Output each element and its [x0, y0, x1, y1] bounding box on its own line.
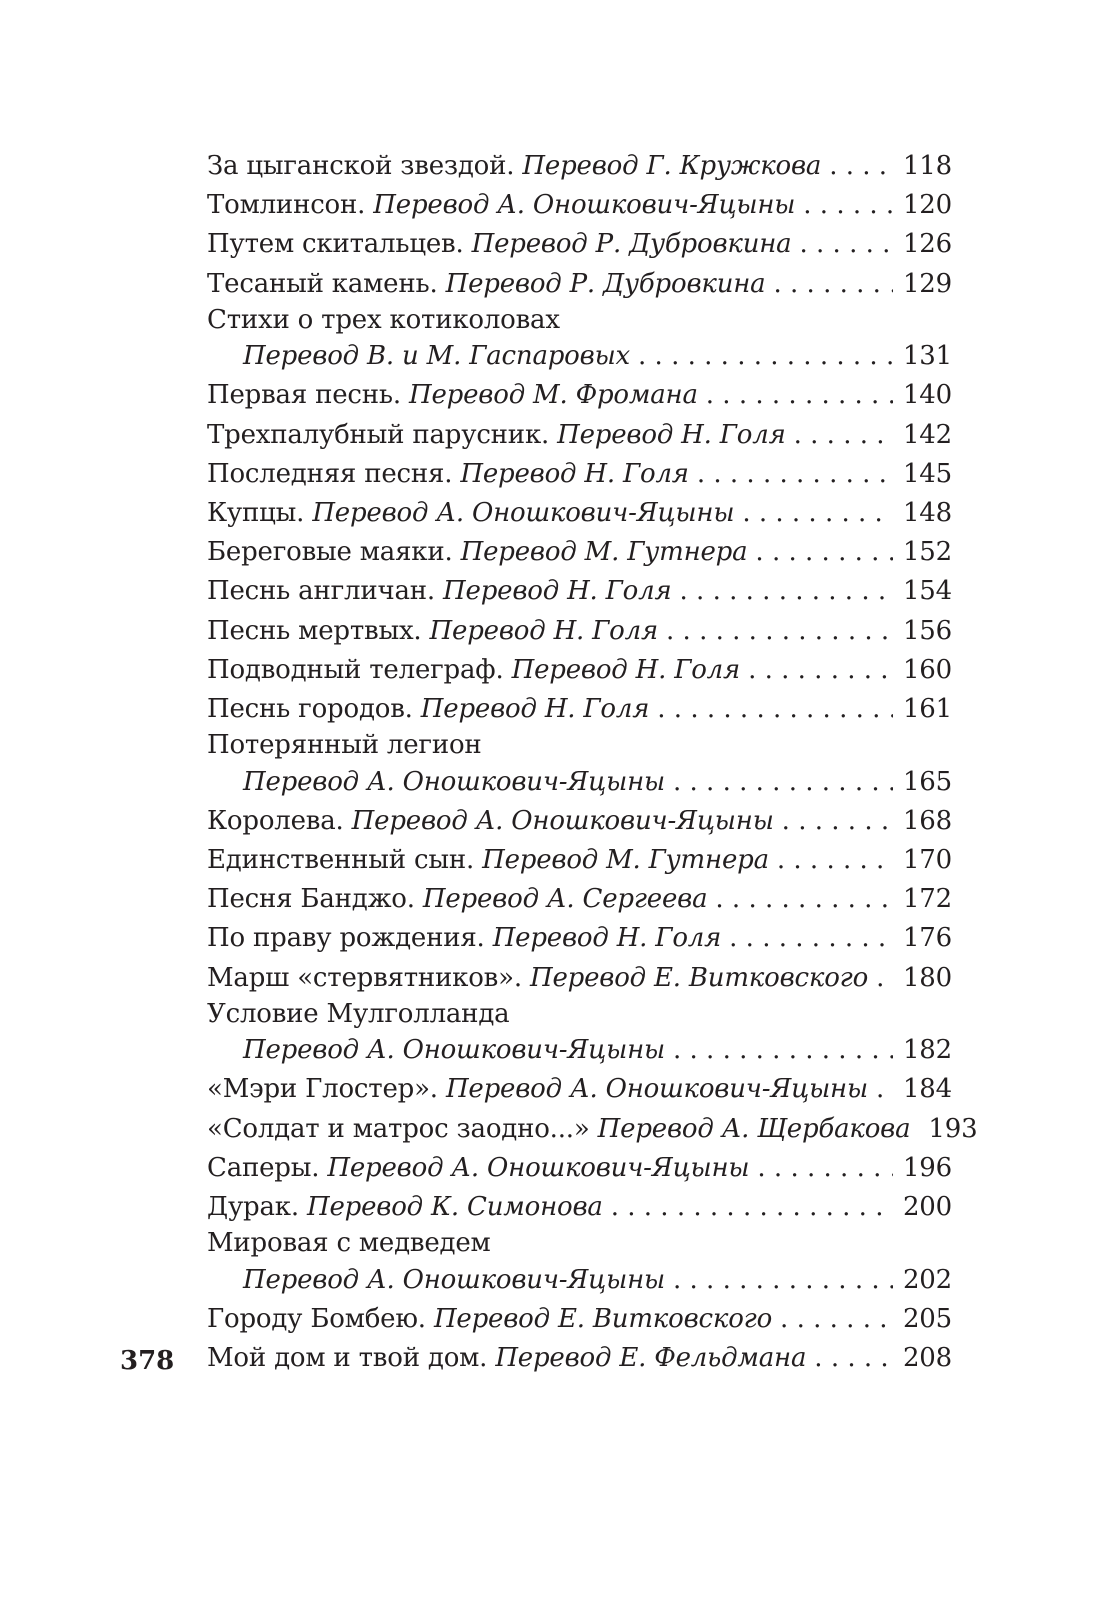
entry-page: 182 — [902, 1035, 952, 1066]
toc-entry — [207, 1110, 978, 1149]
toc-entry-title-line — [207, 998, 952, 1032]
dot-leader — [806, 1339, 893, 1378]
entry-text — [207, 147, 821, 186]
entry-title: Песнь городов. — [207, 693, 413, 724]
dot-leader — [665, 1031, 893, 1070]
dot-leader — [698, 376, 893, 415]
entry-text — [207, 1188, 603, 1227]
dot-leader — [772, 1300, 893, 1339]
entry-title: Береговые маяки. — [207, 537, 453, 568]
entry-title: Единственный сын. — [207, 845, 475, 875]
entry-translator: Перевод К. Симонова — [306, 1192, 603, 1222]
entry-title: «Солдат и матрос заодно...» — [207, 1113, 590, 1144]
toc-entry — [207, 225, 952, 264]
toc-entry — [207, 802, 952, 841]
entry-translator: Перевод А. Оношкович-Яцыны — [312, 498, 735, 528]
entry-page: 196 — [902, 1152, 952, 1183]
entry-page: 140 — [902, 380, 952, 411]
entry-title: Песнь мертвых. — [207, 615, 422, 646]
entry-text — [207, 841, 769, 880]
entry-translator: Перевод М. Гутнера — [460, 537, 748, 568]
entry-title: Городу Бомбею. — [207, 1303, 426, 1334]
entry-text — [207, 651, 740, 690]
entry-page: 165 — [902, 766, 952, 797]
entry-translator: Перевод Р. Дубровкина — [471, 229, 792, 260]
entry-title: Условие Мулголланда — [207, 998, 510, 1029]
toc-entry — [207, 651, 952, 690]
dot-leader — [821, 147, 893, 186]
toc-entry-title-line — [207, 729, 952, 763]
entry-page: 131 — [902, 341, 952, 372]
entry-translator: Перевод Е. Витковского — [433, 1303, 773, 1334]
entry-text — [207, 690, 649, 729]
entry-page: 200 — [902, 1192, 952, 1222]
entry-text — [207, 455, 689, 494]
entry-page: 172 — [902, 884, 952, 915]
dot-leader — [792, 225, 893, 264]
toc-entry — [207, 690, 952, 729]
entry-translator: Перевод А. Оношкович-Яцыны — [445, 1074, 868, 1105]
entry-text — [207, 880, 707, 919]
dot-leader — [665, 1261, 893, 1300]
entry-text — [207, 959, 868, 998]
entry-title: Мировая с медведем — [207, 1228, 491, 1259]
entry-text — [207, 494, 734, 533]
entry-title: За цыганской звездой. — [207, 151, 515, 181]
entry-title: Мой дом и твой дом. — [207, 1343, 488, 1374]
entry-page: 152 — [902, 537, 952, 568]
toc-entry — [207, 880, 952, 919]
dot-leader — [786, 416, 893, 455]
entry-translator: Перевод А. Щербакова — [597, 1113, 911, 1144]
dot-leader — [721, 919, 893, 958]
dot-leader — [749, 1149, 893, 1188]
entry-page: 142 — [902, 419, 952, 450]
entry-title: Песня Банджо. — [207, 884, 415, 915]
entry-page: 120 — [902, 190, 952, 221]
entry-translator: Перевод Н. Голя — [420, 693, 650, 724]
entry-title: Подводный телеграф. — [207, 654, 504, 685]
entry-title: Стихи о трех котиколовах — [207, 304, 560, 335]
entry-translator: Перевод Н. Голя — [557, 419, 786, 450]
dot-leader — [672, 572, 893, 611]
toc-entry — [207, 416, 952, 455]
toc-entry — [207, 455, 952, 494]
entry-translator: Перевод А. Оношкович-Яцыны — [327, 1152, 750, 1183]
toc-entry — [207, 337, 952, 376]
entry-text — [207, 612, 658, 651]
dot-leader — [658, 612, 893, 651]
entry-page: 208 — [902, 1343, 952, 1374]
entry-translator: Перевод В. и М. Гаспаровых — [243, 341, 631, 372]
entry-page: 202 — [902, 1264, 952, 1295]
toc-entry — [207, 1339, 952, 1378]
entry-text — [207, 802, 774, 841]
toc-entry — [207, 572, 952, 611]
dot-leader — [630, 337, 893, 376]
entry-page: 118 — [902, 151, 952, 181]
toc-entry — [207, 186, 952, 225]
entry-text — [207, 1339, 806, 1378]
entry-title: Последняя песня. — [207, 458, 453, 489]
entry-translator: Перевод Г. Кружкова — [522, 151, 822, 181]
entry-page: 176 — [902, 923, 952, 954]
entry-text — [207, 225, 792, 264]
entry-page: 160 — [902, 654, 952, 685]
toc-entry — [207, 612, 952, 651]
toc-entry — [207, 1149, 952, 1188]
entry-text — [207, 416, 786, 455]
entry-translator: Перевод А. Оношкович-Яцыны — [243, 1264, 665, 1295]
entry-title: Купцы. — [207, 498, 305, 528]
dot-leader — [868, 959, 893, 998]
toc-entry — [207, 494, 952, 533]
toc-entry — [207, 1031, 952, 1070]
dot-leader — [769, 841, 893, 880]
entry-page: 129 — [902, 268, 952, 299]
entry-translator: Перевод А. Оношкович-Яцыны — [243, 766, 665, 797]
toc-entry — [207, 376, 952, 415]
entry-title: Потерянный легион — [207, 730, 482, 761]
dot-leader — [868, 1070, 893, 1109]
entry-translator: Перевод Е. Витковского — [529, 962, 869, 993]
entry-title: Саперы. — [207, 1152, 320, 1183]
entry-text — [207, 265, 765, 304]
entry-translator: Перевод А. Сергеева — [422, 884, 708, 915]
entry-title: Трехпалубный парусник. — [207, 419, 550, 450]
entry-translator: Перевод А. Оношкович-Яцыны — [243, 1035, 665, 1066]
entry-page: 126 — [902, 229, 952, 260]
entry-title: «Мэри Глостер». — [207, 1074, 438, 1105]
dot-leader — [765, 265, 892, 304]
toc-entry — [207, 1070, 952, 1109]
dot-leader — [689, 455, 893, 494]
entry-text — [207, 572, 672, 611]
toc-entry — [207, 265, 952, 304]
entry-text — [207, 1149, 749, 1188]
entry-title: Песнь англичан. — [207, 576, 435, 607]
entry-page: 154 — [902, 576, 952, 607]
entry-page: 161 — [902, 693, 952, 724]
toc-entry — [207, 919, 952, 958]
dot-leader — [649, 690, 893, 729]
entry-title: Королева. — [207, 805, 344, 836]
entry-page: 170 — [902, 845, 952, 875]
toc-entry — [207, 1300, 952, 1339]
entry-title: Марш «стервятников». — [207, 962, 522, 993]
entry-title: Тесаный камень. — [207, 268, 438, 299]
toc-entry-title-line — [207, 304, 952, 338]
dot-leader — [603, 1188, 893, 1227]
entry-page: 145 — [902, 458, 952, 489]
entry-title: Путем скитальцев. — [207, 229, 464, 260]
entry-translator: Перевод Н. Голя — [492, 923, 722, 954]
entry-translator: Перевод М. Фромана — [409, 380, 698, 411]
page-number: 378 — [120, 1346, 175, 1376]
entry-title: Первая песнь. — [207, 380, 401, 411]
toc-entry — [207, 763, 952, 802]
toc-entry — [207, 841, 952, 880]
entry-text — [207, 1300, 772, 1339]
toc-entry — [207, 147, 952, 186]
entry-translator: Перевод Н. Голя — [511, 654, 741, 685]
entry-text — [207, 533, 747, 572]
dot-leader — [740, 651, 893, 690]
dot-leader — [910, 1110, 918, 1149]
entry-translator: Перевод Н. Голя — [460, 458, 689, 489]
entry-page: 193 — [928, 1113, 978, 1144]
dot-leader — [747, 533, 893, 572]
entry-page: 156 — [902, 615, 952, 646]
entry-text — [207, 1070, 868, 1109]
entry-page: 184 — [902, 1074, 952, 1105]
entry-translator: Перевод А. Оношкович-Яцыны — [373, 190, 796, 221]
entry-page: 148 — [902, 498, 952, 528]
toc-entry — [207, 1261, 952, 1300]
entry-title: Томлинсон. — [207, 190, 366, 221]
toc-entry — [207, 1188, 952, 1227]
entry-text — [207, 186, 795, 225]
toc-entry-title-line — [207, 1227, 952, 1261]
dot-leader — [707, 880, 893, 919]
toc-entry — [207, 533, 952, 572]
dot-leader — [665, 763, 893, 802]
entry-translator: Перевод Н. Голя — [443, 576, 672, 607]
dot-leader — [795, 186, 893, 225]
entry-title: По праву рождения. — [207, 923, 485, 954]
entry-page: 180 — [902, 962, 952, 993]
toc-entry — [207, 959, 952, 998]
entry-translator: Перевод М. Гутнера — [482, 845, 769, 875]
table-of-contents — [207, 147, 978, 1378]
dot-leader — [774, 802, 893, 841]
entry-translator: Перевод Р. Дубровкина — [445, 268, 766, 299]
entry-text — [207, 376, 698, 415]
entry-translator: Перевод Н. Голя — [429, 615, 659, 646]
entry-translator: Перевод А. Оношкович-Яцыны — [351, 805, 774, 836]
entry-text — [207, 1110, 910, 1149]
entry-page: 168 — [902, 805, 952, 836]
entry-text — [207, 919, 721, 958]
entry-title: Дурак. — [207, 1192, 299, 1222]
entry-translator: Перевод Е. Фельдмана — [495, 1343, 807, 1374]
entry-page: 205 — [902, 1303, 952, 1334]
dot-leader — [734, 494, 893, 533]
